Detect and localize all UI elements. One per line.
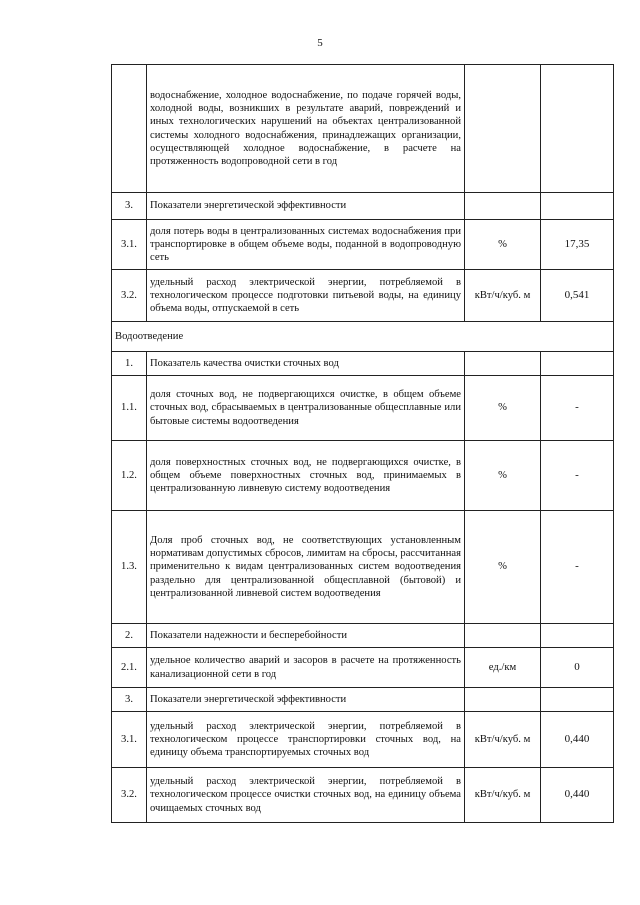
group-title: Показатель качества очистки сточных вод	[147, 352, 465, 376]
indicator-text: водоснабжение, холодное водоснабжение, по подаче горячей воды, холодной воды, возникших в результате аварий, повреждений и иных технологических нарушений на объектах централизованной системы холодного водоснабжения, принадлежащих организации, осуществляющей холодное водоснабжение, в расчете на протяженность водопроводной сети в год	[147, 65, 465, 193]
table-row	[112, 511, 614, 624]
indicator-text: удельный расход электрической энергии, потребляемой в технологическом процессе транспортировки сточных вод, на единицу объема транспортируемых сточных вод	[147, 712, 465, 768]
indicator-text: доля поверхностных сточных вод, не подвергающихся очистке, в общем объеме поверхностных сточных вод, принимаемых в централизованную ливневую систему водоотведения	[147, 441, 465, 511]
group-number: 2.	[112, 624, 147, 648]
group-title: Показатели энергетической эффективности	[147, 193, 465, 220]
row-number: 1.2.	[112, 441, 147, 511]
value-cell: -	[541, 376, 614, 441]
group-number: 1.	[112, 352, 147, 376]
value-cell: 0,440	[541, 712, 614, 768]
value-cell: 0,541	[541, 270, 614, 322]
value-cell: -	[541, 511, 614, 624]
row-number: 2.1.	[112, 648, 147, 688]
indicator-text: доля сточных вод, не подвергающихся очистке, в общем объеме сточных вод, сбрасываемых в централизованные общесплавные или бытовые системы водоотведения	[147, 376, 465, 441]
indicator-text: удельное количество аварий и засоров в расчете на протяженность канализационной сети в год	[147, 648, 465, 688]
value-cell: 0,440	[541, 768, 614, 823]
group-row	[112, 352, 614, 376]
row-number: 3.1.	[112, 712, 147, 768]
unit-cell: кВт/ч/куб. м	[465, 768, 541, 823]
row-number: 1.1.	[112, 376, 147, 441]
table-row	[112, 768, 614, 823]
empty-cell	[541, 688, 614, 712]
indicator-text: доля потерь воды в централизованных системах водоснабжения при транспортировке в общем объеме воды, поданной в водопроводную сеть	[147, 220, 465, 270]
table-row	[112, 270, 614, 322]
section-title: Водоотведение	[112, 322, 614, 352]
table-row	[112, 648, 614, 688]
group-title: Показатели энергетической эффективности	[147, 688, 465, 712]
row-number: 1.3.	[112, 511, 147, 624]
unit-cell: %	[465, 220, 541, 270]
table-row	[112, 220, 614, 270]
unit-cell: ед./км	[465, 648, 541, 688]
indicators-table	[111, 64, 614, 823]
unit-cell: %	[465, 441, 541, 511]
row-number: 3.2.	[112, 270, 147, 322]
empty-cell	[465, 193, 541, 220]
empty-cell	[541, 352, 614, 376]
table-row	[112, 712, 614, 768]
value-cell	[541, 65, 614, 193]
group-row	[112, 688, 614, 712]
group-number: 3.	[112, 193, 147, 220]
empty-cell	[465, 688, 541, 712]
row-number	[112, 65, 147, 193]
table-row	[112, 65, 614, 193]
unit-cell: кВт/ч/куб. м	[465, 270, 541, 322]
indicator-text: удельный расход электрической энергии, потребляемой в технологическом процессе очистки сточных вод, на единицу объема очищаемых сточных вод	[147, 768, 465, 823]
indicator-text: удельный расход электрической энергии, потребляемой в технологическом процессе подготовки питьевой воды, на единицу объема воды, отпускаемой в сеть	[147, 270, 465, 322]
group-row	[112, 193, 614, 220]
unit-cell: %	[465, 376, 541, 441]
unit-cell: %	[465, 511, 541, 624]
group-title: Показатели надежности и бесперебойности	[147, 624, 465, 648]
group-number: 3.	[112, 688, 147, 712]
indicator-text: Доля проб сточных вод, не соответствующих установленным нормативам допустимых сбросов, лимитам на сбросы, рассчитанная применительно к видам централизованных систем водоотведения раздельно для централизованной общесплавной (бытовой) и централизованной ливневой систем водоотведения	[147, 511, 465, 624]
value-cell: 17,35	[541, 220, 614, 270]
empty-cell	[541, 624, 614, 648]
unit-cell	[465, 65, 541, 193]
table-row	[112, 441, 614, 511]
group-row	[112, 624, 614, 648]
row-number: 3.2.	[112, 768, 147, 823]
table-row	[112, 376, 614, 441]
empty-cell	[465, 352, 541, 376]
section-row	[112, 322, 614, 352]
unit-cell: кВт/ч/куб. м	[465, 712, 541, 768]
row-number: 3.1.	[112, 220, 147, 270]
page-number: 5	[317, 37, 323, 49]
value-cell: -	[541, 441, 614, 511]
empty-cell	[541, 193, 614, 220]
value-cell: 0	[541, 648, 614, 688]
empty-cell	[465, 624, 541, 648]
